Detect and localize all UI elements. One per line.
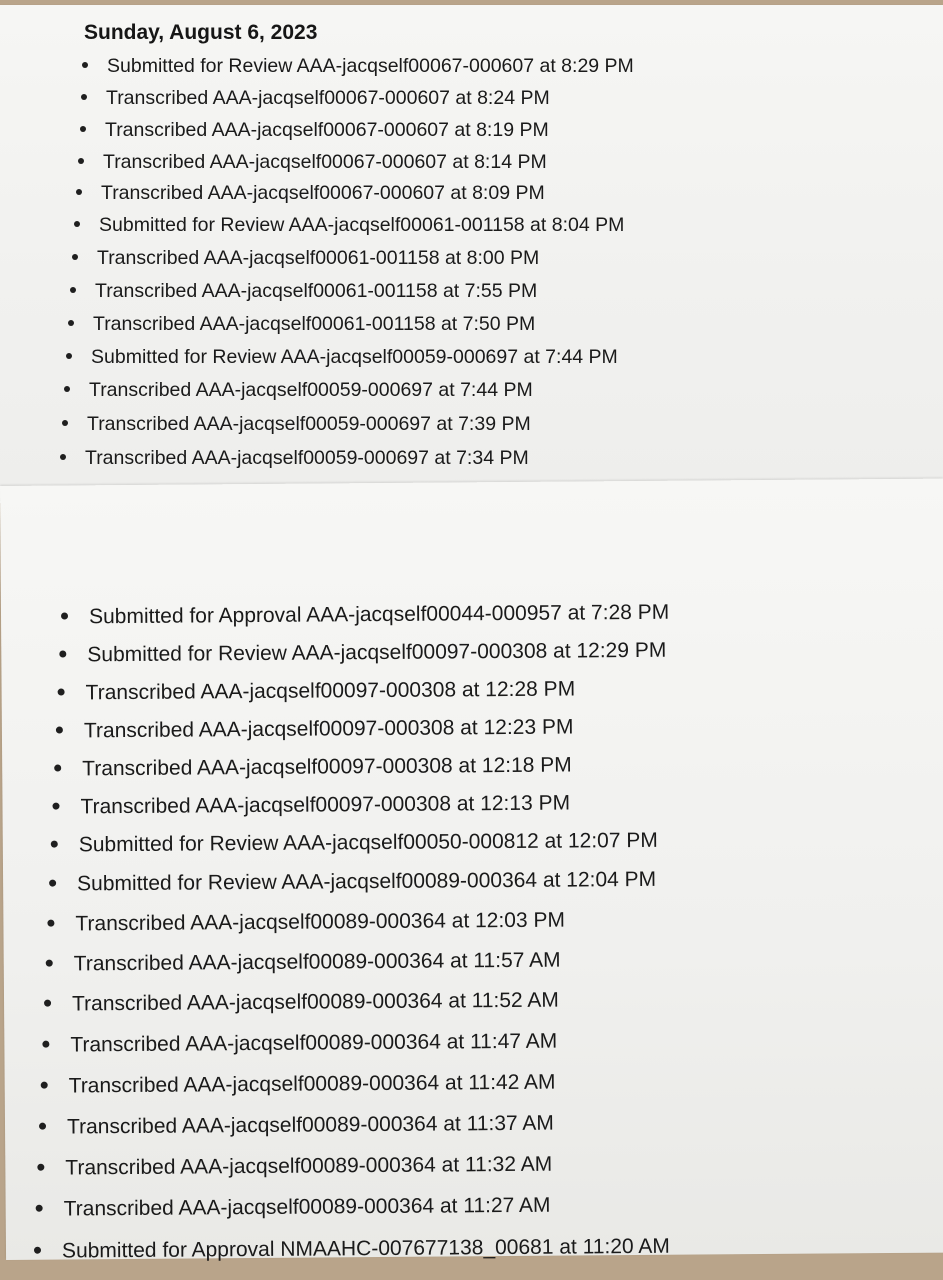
list-item <box>47 908 565 938</box>
entry-text: Transcribed AAA-jacqself00067-000607 at 8:14 PM <box>103 151 547 173</box>
bullet-icon <box>51 841 58 848</box>
list-item <box>62 412 531 436</box>
list-item <box>41 1070 556 1100</box>
list-item <box>80 118 549 142</box>
date-heading: Sunday, August 6, 2023 <box>84 21 318 44</box>
bullet-icon <box>47 920 54 927</box>
list-item <box>49 867 656 898</box>
list-item <box>52 791 570 821</box>
bullet-icon <box>36 1205 43 1212</box>
bullet-icon <box>70 287 76 293</box>
list-item <box>76 181 545 205</box>
list-item <box>46 948 561 978</box>
entry-text: Submitted for Review AAA-jacqself00061-001158 at 8:04 PM <box>99 214 625 236</box>
entry-text: Submitted for Review AAA-jacqself00067-000607 at 8:29 PM <box>107 55 634 77</box>
list-item <box>60 446 529 470</box>
bullet-icon <box>74 221 80 227</box>
bullet-icon <box>61 612 68 619</box>
bullet-icon <box>54 764 61 771</box>
entry-text: Transcribed AAA-jacqself00089-000364 at 12:03 PM <box>75 908 566 936</box>
list-item <box>61 600 669 631</box>
entry-text: Submitted for Approval AAA-jacqself00044-000957 at 7:28 PM <box>88 600 670 629</box>
list-item <box>36 1193 551 1223</box>
bullet-icon <box>52 802 59 809</box>
entry-text: Transcribed AAA-jacqself00097-000308 at 12:23 PM <box>83 715 574 743</box>
entry-text: Submitted for Review AAA-jacqself00050-000812 at 12:07 PM <box>78 828 658 857</box>
list-item <box>82 54 634 78</box>
entry-text: Transcribed AAA-jacqself00089-000364 at 11:37 AM <box>66 1111 554 1139</box>
list-item <box>78 150 547 174</box>
list-item <box>70 279 537 303</box>
bullet-icon <box>78 158 84 164</box>
list-item <box>68 312 535 336</box>
list-item <box>72 246 539 270</box>
bullet-icon <box>34 1247 41 1254</box>
bullet-icon <box>39 1123 46 1130</box>
list-item <box>42 1029 557 1059</box>
bullet-icon <box>72 254 78 260</box>
entry-text: Transcribed AAA-jacqself00089-000364 at 11:32 AM <box>65 1152 553 1180</box>
entry-text: Transcribed AAA-jacqself00061-001158 at 8:00 PM <box>97 247 540 269</box>
list-item <box>44 988 559 1018</box>
bullet-icon <box>49 880 56 887</box>
list-item <box>54 753 572 783</box>
list-item <box>56 715 574 745</box>
entry-text: Submitted for Review AAA-jacqself00059-000697 at 7:44 PM <box>91 346 618 368</box>
bullet-icon <box>80 126 86 132</box>
list-item <box>74 213 624 237</box>
bullet-icon <box>64 386 70 392</box>
list-item <box>58 676 576 706</box>
bullet-icon <box>68 320 74 326</box>
entry-text: Submitted for Review AAA-jacqself00089-000364 at 12:04 PM <box>77 867 657 896</box>
entry-text: Transcribed AAA-jacqself00059-000697 at 7:44 PM <box>89 379 533 401</box>
bullet-icon <box>66 353 72 359</box>
entry-text: Transcribed AAA-jacqself00067-000607 at 8:24 PM <box>106 87 550 109</box>
entry-text: Transcribed AAA-jacqself00059-000697 at 7:34 PM <box>85 447 529 469</box>
entry-text: Transcribed AAA-jacqself00089-000364 at 11:27 AM <box>63 1193 551 1221</box>
bullet-icon <box>59 650 66 657</box>
bullet-icon <box>37 1164 44 1171</box>
entry-text: Transcribed AAA-jacqself00089-000364 at 11:42 AM <box>68 1070 556 1098</box>
list-item <box>34 1234 670 1265</box>
entry-text: Transcribed AAA-jacqself00097-000308 at 12:18 PM <box>82 753 572 781</box>
list-item <box>64 378 533 402</box>
bullet-icon <box>76 189 82 195</box>
entry-text: Transcribed AAA-jacqself00097-000308 at 12:28 PM <box>85 677 576 705</box>
entry-text: Transcribed AAA-jacqself00097-000308 at 12:13 PM <box>80 791 571 819</box>
list-item <box>66 345 618 369</box>
list-item <box>37 1152 552 1182</box>
entry-text: Transcribed AAA-jacqself00061-001158 at 7:50 PM <box>93 313 536 335</box>
list-item <box>51 828 658 859</box>
entry-text: Transcribed AAA-jacqself00059-000697 at 7:39 PM <box>87 413 531 435</box>
entry-text: Submitted for Approval NMAAHC-007677138_00681 at 11:20 AM <box>61 1234 670 1263</box>
list-item <box>59 638 666 669</box>
bullet-icon <box>41 1082 48 1089</box>
bullet-icon <box>62 420 68 426</box>
bullet-icon <box>44 1000 51 1007</box>
bullet-icon <box>46 960 53 967</box>
bullet-icon <box>82 62 88 68</box>
bullet-icon <box>58 688 65 695</box>
entry-text: Transcribed AAA-jacqself00089-000364 at 11:57 AM <box>73 948 561 976</box>
bullet-icon <box>56 726 63 733</box>
entry-text: Submitted for Review AAA-jacqself00097-000308 at 12:29 PM <box>87 638 667 667</box>
entry-text: Transcribed AAA-jacqself00067-000607 at 8:19 PM <box>105 119 549 141</box>
bullet-icon <box>81 94 87 100</box>
list-item <box>39 1111 554 1141</box>
entry-text: Transcribed AAA-jacqself00089-000364 at 11:47 AM <box>70 1029 558 1057</box>
bullet-icon <box>60 454 66 460</box>
top-paper-sheet <box>0 5 943 503</box>
bottom-paper-sheet <box>0 479 943 1263</box>
entry-text: Transcribed AAA-jacqself00089-000364 at 11:52 AM <box>71 988 559 1016</box>
list-item <box>81 86 550 110</box>
bullet-icon <box>42 1041 49 1048</box>
entry-text: Transcribed AAA-jacqself00067-000607 at 8:09 PM <box>101 182 545 204</box>
entry-text: Transcribed AAA-jacqself00061-001158 at 7:55 PM <box>95 280 538 302</box>
